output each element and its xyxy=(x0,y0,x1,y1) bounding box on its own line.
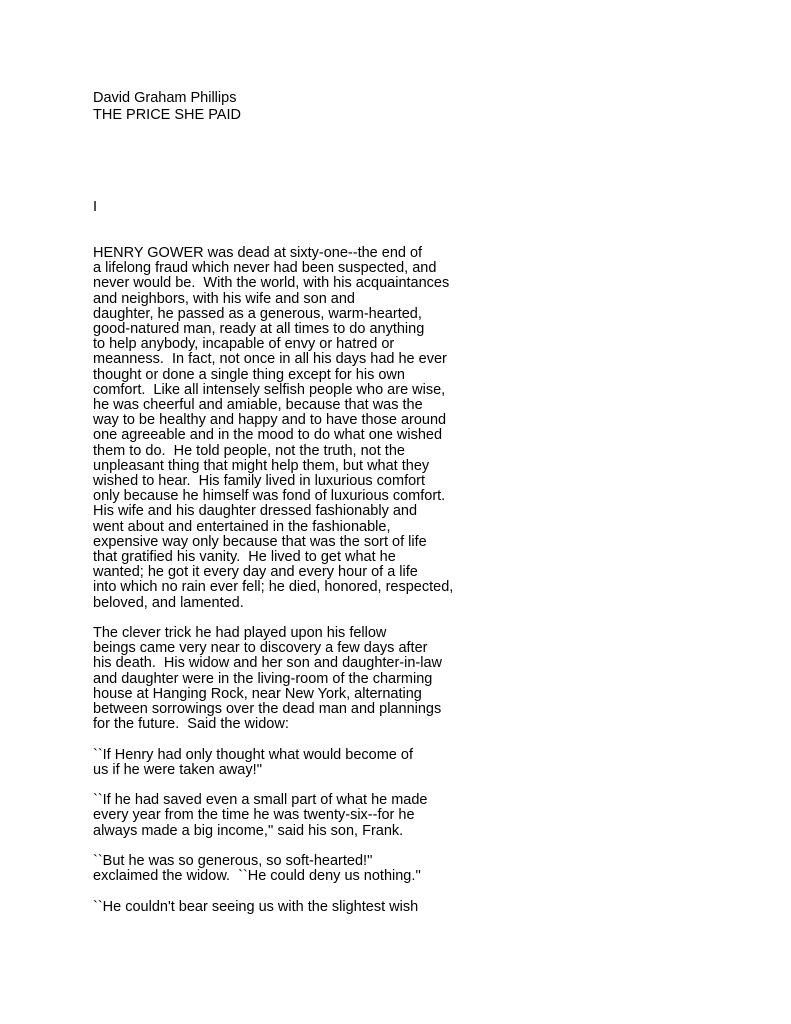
text-line: way to be healthy and happy and to have those around xyxy=(93,412,447,429)
text-line: to help anybody, incapable of envy or hatred or xyxy=(93,336,395,353)
text-line: he was cheerful and amiable, because that was the xyxy=(93,397,423,414)
text-line: and neighbors, with his wife and son and xyxy=(93,290,355,307)
paragraph xyxy=(93,246,513,611)
text-line: into which no rain ever fell; he died, honored, respected, xyxy=(93,579,454,596)
document-header xyxy=(93,90,493,124)
text-line: only because he himself was fond of luxurious comfort. xyxy=(93,488,446,505)
paragraph xyxy=(93,793,513,839)
paragraph xyxy=(93,900,513,915)
text-line: ``If Henry had only thought what would become of xyxy=(93,746,413,763)
chapter-heading: I xyxy=(93,199,98,215)
text-line: meanness. In fact, not once in all his days had he ever xyxy=(93,351,447,368)
text-line: HENRY GOWER was dead at sixty-one--the end of xyxy=(93,245,423,261)
body-text xyxy=(93,246,513,930)
text-line: every year from the time he was twenty-six--for he xyxy=(93,807,415,824)
text-line: ``But he was so generous, so soft-hearted!'' xyxy=(93,853,373,870)
text-line: a lifelong fraud which never had been suspected, and xyxy=(93,260,437,277)
text-line: thought or done a single thing except for his own xyxy=(93,366,405,383)
text-line: beings came very near to discovery a few days after xyxy=(93,640,428,657)
text-line: The clever trick he had played upon his fellow xyxy=(93,625,387,642)
text-line: exclaimed the widow. ``He could deny us nothing.'' xyxy=(93,868,421,885)
text-line: his death. His widow and her son and daughter-in-law xyxy=(93,655,443,672)
text-line: comfort. Like all intensely selfish people who are wise, xyxy=(93,381,446,398)
text-line: us if he were taken away!'' xyxy=(93,761,263,778)
paragraph xyxy=(93,748,513,778)
text-line: them to do. He told people, not the truth, not the xyxy=(93,442,405,459)
text-line: ``He couldn't bear seeing us with the slightest wish xyxy=(93,898,419,915)
text-line: house at Hanging Rock, near New York, alternating xyxy=(93,685,422,702)
text-line: always made a big income,'' said his son, Frank. xyxy=(93,822,404,839)
text-line: daughter, he passed as a generous, warm-hearted, xyxy=(93,305,422,322)
text-line: expensive way only because that was the sort of life xyxy=(93,533,427,550)
text-line: that gratified his vanity. He lived to get what he xyxy=(93,549,396,566)
text-line: for the future. Said the widow: xyxy=(93,716,289,733)
paragraph xyxy=(93,626,513,732)
text-line: unpleasant thing that might help them, but what they xyxy=(93,457,430,474)
text-line: wished to hear. His family lived in luxurious comfort xyxy=(93,473,426,490)
text-line: went about and entertained in the fashionable, xyxy=(93,518,391,535)
text-line: beloved, and lamented. xyxy=(93,594,244,611)
text-line: wanted; he got it every day and every hour of a life xyxy=(93,564,418,581)
text-line: His wife and his daughter dressed fashionably and xyxy=(93,503,418,520)
book-title: THE PRICE SHE PAID xyxy=(93,107,241,123)
text-line: ``If he had saved even a small part of what he made xyxy=(93,792,428,809)
text-line: good-natured man, ready at all times to do anything xyxy=(93,321,425,338)
text-line: one agreeable and in the mood to do what one wished xyxy=(93,427,443,444)
author-name: David Graham Phillips xyxy=(93,90,237,106)
text-line: and daughter were in the living-room of the charming xyxy=(93,670,433,687)
paragraph xyxy=(93,854,513,884)
text-line: never would be. With the world, with his acquaintances xyxy=(93,275,450,292)
text-line: between sorrowings over the dead man and plannings xyxy=(93,701,442,718)
